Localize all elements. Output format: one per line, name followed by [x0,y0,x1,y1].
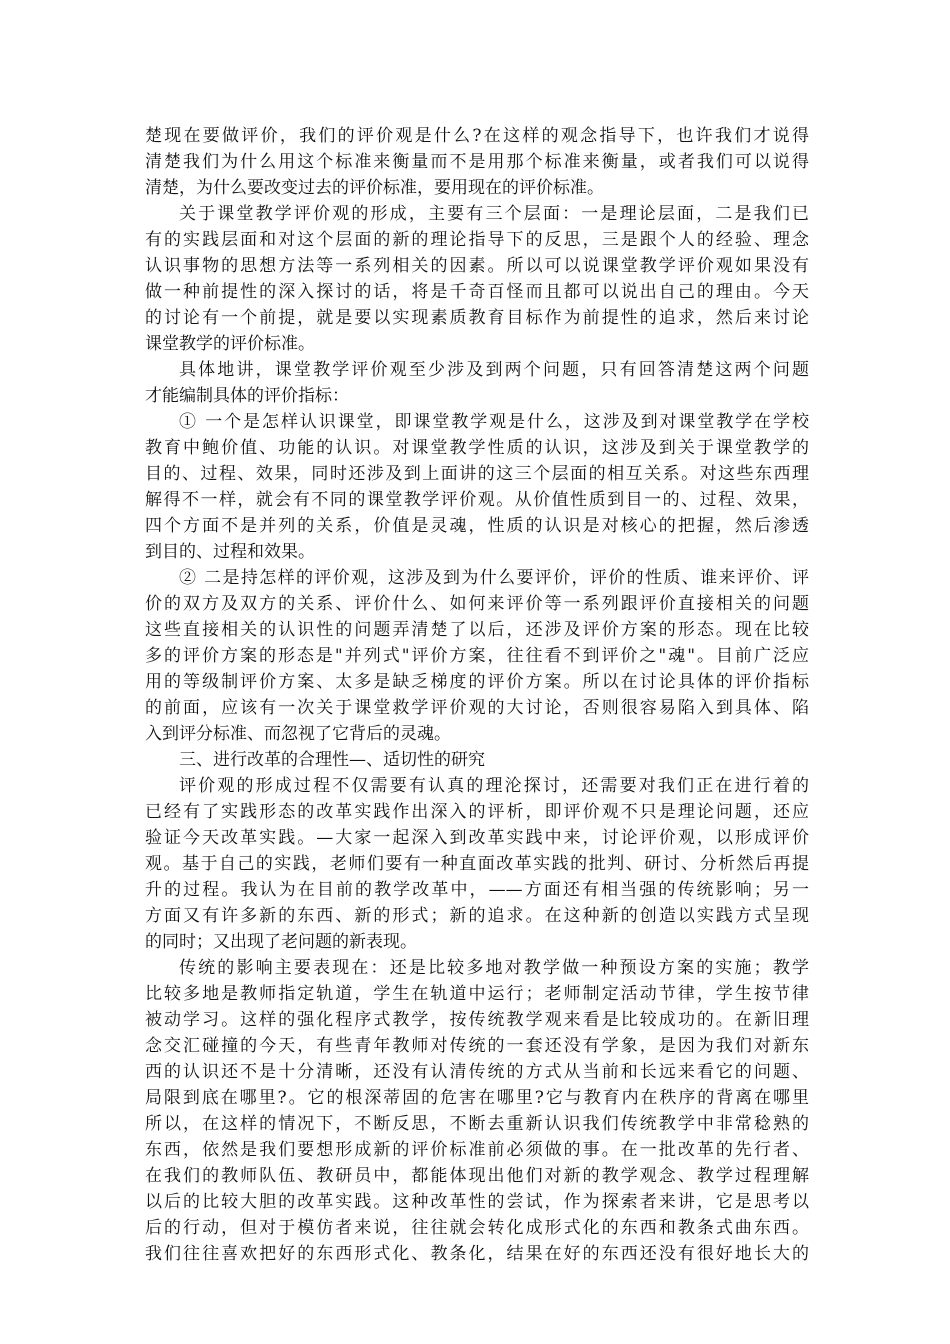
text-line: 念交汇碰撞的今天，有些青年教师对传统的一套还没有学象，是因为我们对新东 [145,1036,809,1056]
text-line: 已经有了实践形态的改革实践作出深入的评析，即评价观不只是理论问题，还应 [145,802,809,822]
text-line: 楚现在要做评价，我们的评价观是什么?在这样的观念指导下，也许我们才说得 [145,126,809,146]
text-line: 方面又有许多新的东西、新的形式；新的追求。在这种新的创造以实践方式呈现 [145,906,809,926]
text-line: 解得不一样，就会有不同的课堂教学评价观。从价值性质到目一的、过程、效果， [145,490,809,510]
paragraph [145,773,809,955]
section-heading [145,747,809,773]
text-line: 东西，依然是我们要想形成新的评价标准前必须做的事。在一批改革的先行者、 [145,1140,809,1160]
text-line: 做一种前提性的深入探讨的话，将是千奇百怪而且都可以说出自己的理由。今天 [145,282,809,302]
text-line: 后的行动，但对于模仿者来说，往往就会转化成形式化的东西和教条式曲东西。 [145,1218,809,1238]
text-line: 升的过程。我认为在目前的教学改革中，——方面还有相当强的传统影响；另一 [145,880,809,900]
text-line: 在我们的教师队伍、教研员中，都能体现出他们对新的教学观念、教学过程理解 [145,1166,809,1186]
text-line: 局限到底在哪里?。它的根深蒂固的危害在哪里?它与教育内在秩序的背离在哪里 [145,1088,809,1108]
text-line: 以后的比较大胆的改革实践。这种改革性的尝试，作为探索者来讲，它是思考以 [145,1192,809,1212]
text-line: 验证今天改革实践。—大家一起深入到改革实践中来，讨论评价观，以形成评价 [145,828,809,848]
text-line: 所以，在这样的情况下，不断反思，不断去重新认识我们传统教学中非常稔熟的 [145,1114,809,1134]
text-line: 的同时；又出现了老问题的新表现。 [145,932,417,952]
text-line: 多的评价方案的形态是"并列式"评价方案，往往看不到评价之"魂"。目前广泛应 [145,646,809,666]
document-page [145,123,809,1267]
text-line: ② 二是持怎样的评价观，这涉及到为什么要评价，评价的性质、谁来评价、评 [179,568,809,588]
text-line: 价的双方及双方的关系、评价什么、如何来评价等一系列跟评价直接相关的问题 [145,594,809,614]
text-line: 这些直接相关的认识性的问题弄清楚了以后，还涉及评价方案的形态。现在比较 [145,620,809,640]
text-line: 西的认识还不是十分清晰，还没有认清传统的方式从当前和长远来看它的问题、 [145,1062,809,1082]
paragraph [145,201,809,357]
text-line: 有的实践层面和对这个层面的新的理论指导下的反思，三是跟个人的经验、理念 [145,230,809,250]
text-line: 传统的影响主要表现在：还是比较多地对教学做一种预设方案的实施；教学 [179,958,809,978]
paragraph [145,123,809,201]
text-line: 到目的、过程和效果。 [145,542,315,562]
text-line: 教育中鲍价值、功能的认识。对课堂教学性质的认识，这涉及到关于课堂教学的 [145,438,809,458]
text-line: 课堂教学的评价标准。 [145,334,315,354]
text-line: 的前面，应该有一次关于课堂救学评价观的大讨论，否则很容易陷入到具体、陷 [145,698,809,718]
text-line: 观。基于自己的实践，老师们要有一种直面改革实践的批判、研讨、分析然后再提 [145,854,809,874]
text-line: 入到评分标准、而忽视了它背后的灵魂。 [145,724,451,744]
paragraph [145,409,809,565]
text-line: 清楚，为什么要改变过去的评价标准，要用现在的评价标准。 [145,178,604,198]
text-line: 我们往往喜欢把好的东西形式化、教条化，结果在好的东西还没有很好地长大的 [145,1244,809,1264]
text-line: 评价观的形成过程不仅需要有认真的理沦探讨，还需要对我们正在进行着的 [179,776,809,796]
paragraph [145,955,809,1267]
text-line: 的讨论有一个前提，就是要以实现素质教育目标作为前提性的追求，然后来讨论 [145,308,809,328]
text-line: 才能编制具体的评价指标： [145,386,349,406]
text-line: 四个方面不是并列的关系，价值是灵魂，性质的认识是对核心的把握，然后渗透 [145,516,809,536]
text-line: 用的等级制评价方案、太多是缺乏梯度的评价方案。所以在讨论具体的评价指标 [145,672,809,692]
paragraph [145,565,809,747]
text-line: 清楚我们为什么用这个标准来衡量而不是用那个标准来衡量，或者我们可以说得 [145,152,809,172]
paragraph [145,357,809,409]
text-line: 三、进行改革的合理性—、适切性的研究 [179,750,485,770]
text-line: 认识事物的思想方法等一系列相关的因素。所以可以说课堂教学评价观如果没有 [145,256,809,276]
text-line: 关于课堂教学评价观的形成，主要有三个层面：一是理论层面，二是我们已 [179,204,809,224]
text-line: 被动学习。这样的强化程序式教学，按传统教学观来看是比较成功的。在新旧理 [145,1010,809,1030]
text-line: 目的、过程、效果，同时还涉及到上面讲的这三个层面的相互关系。对这些东西理 [145,464,809,484]
text-line: 比较多地是教师指定轨道，学生在轨道中运行；老师制定活动节律，学生按节律 [145,984,809,1004]
text-line: ① 一个是怎样认识课堂，即课堂教学观是什么，这涉及到对课堂教学在学校 [179,412,809,432]
text-line: 具体地讲，课堂教学评价观至少涉及到两个问题，只有回答清楚这两个问题 [179,360,809,380]
